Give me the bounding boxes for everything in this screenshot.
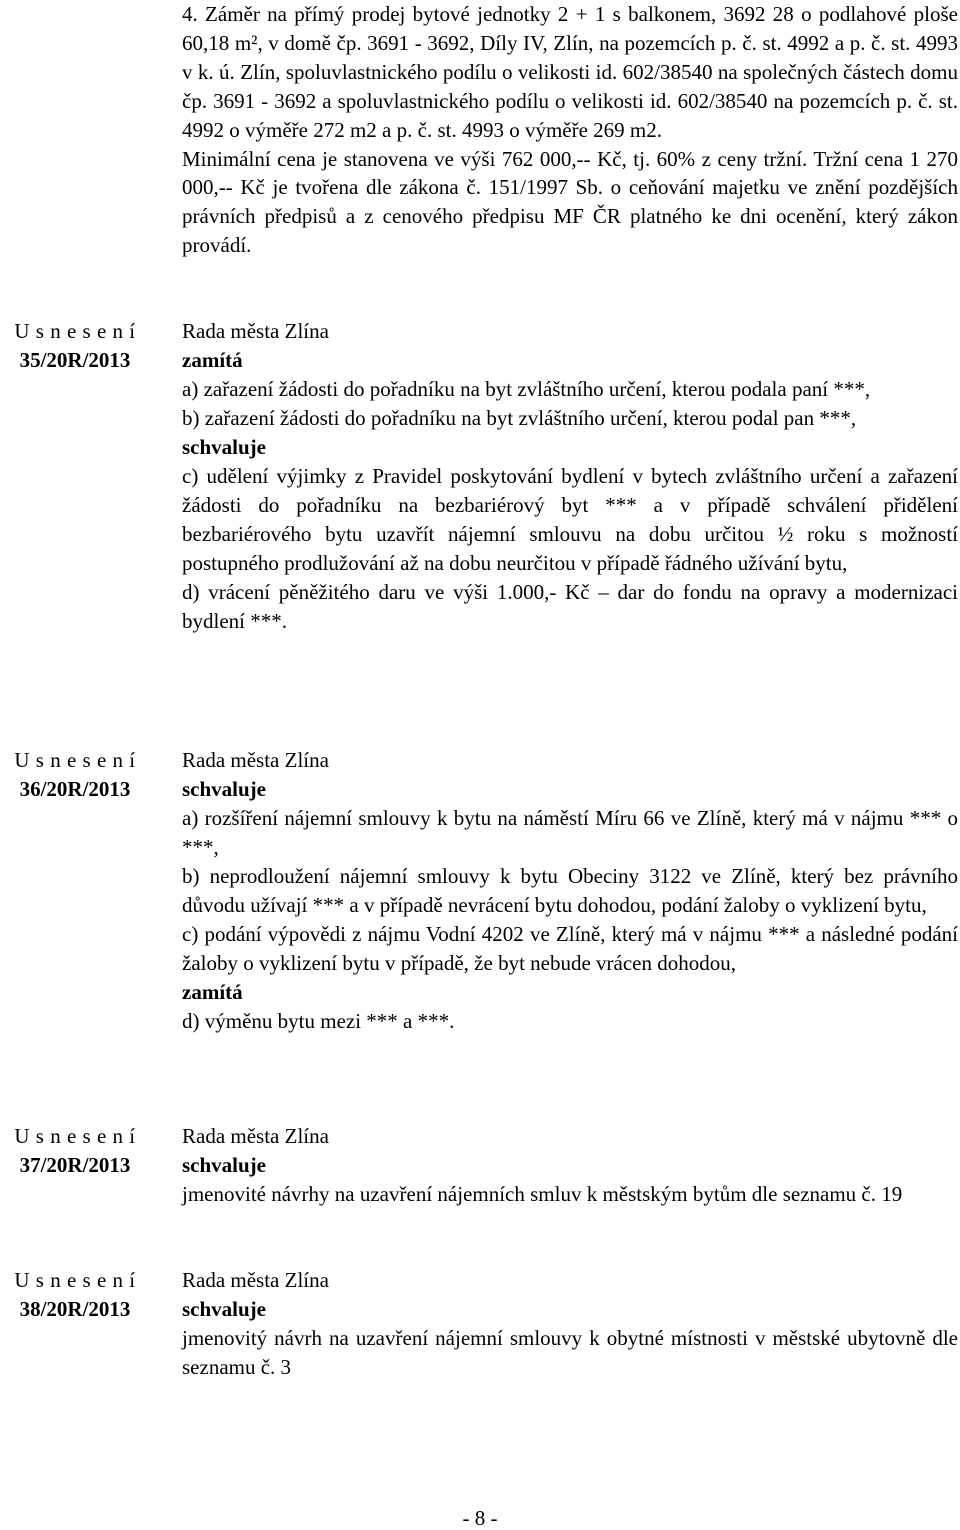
resolution-body: [182, 1266, 958, 1382]
resolution-heading: [0, 1266, 150, 1324]
decision-verb: zamítá: [182, 980, 243, 1004]
page-number: - 8 -: [462, 1506, 498, 1530]
decision-verb: schvaluje: [182, 1297, 266, 1321]
resolution-body: [182, 746, 958, 1036]
council-name: Rada města Zlína: [182, 748, 329, 772]
resolution-number: 38/20R/2013: [19, 1297, 131, 1321]
resolution-point: a) zařazení žádosti do pořadníku na byt zvláštního určení, kterou podala paní ***,: [182, 377, 871, 401]
resolution-number: 36/20R/2013: [19, 777, 131, 801]
resolution-label: U s n e s e n í: [14, 1124, 136, 1148]
resolution-label: U s n e s e n í: [14, 1268, 136, 1292]
resolution-point: jmenovitý návrh na uzavření nájemní smlouvy k obytné místnosti v městské ubytovně dle seznamu č. 3: [182, 1326, 958, 1379]
resolution-body: [182, 1122, 958, 1209]
resolution-point: b) zařazení žádosti do pořadníku na byt zvláštního určení, kterou podal pan ***,: [182, 406, 857, 430]
resolution-heading: [0, 317, 150, 375]
resolution-point: d) vrácení pěněžitého daru ve výši 1.000,- Kč – dar do fondu na opravy a modernizaci bydlení ***.: [182, 580, 958, 633]
item-4-price-text: Minimální cena je stanovena ve výši 762 000,-- Kč, tj. 60% z ceny tržní. Tržní cena 1 270 000,-- Kč je tvořena dle zákona č. 151/1997 Sb. o ceňování majetku ve znění pozdějších právních předpisů a z cenového předpisu MF ČR platného ke dni ocenění, který zákon provádí.: [182, 146, 958, 258]
council-name: Rada města Zlína: [182, 1268, 329, 1292]
continuation-item: [182, 0, 958, 260]
resolution-body: [182, 317, 958, 636]
decision-verb: schvaluje: [182, 777, 266, 801]
resolution-label: U s n e s e n í: [14, 319, 136, 343]
resolution-number: 35/20R/2013: [19, 348, 131, 372]
council-name: Rada města Zlína: [182, 319, 329, 343]
resolution-point: jmenovité návrhy na uzavření nájemních smluv k městským bytům dle seznamu č. 19: [182, 1182, 903, 1206]
resolution-heading: [0, 746, 150, 804]
resolution-point: d) výměnu bytu mezi *** a ***.: [182, 1009, 455, 1033]
resolution-point: c) udělení výjimky z Pravidel poskytování bydlení v bytech zvláštního určení a zařazení žádosti do pořadníku na bezbariérový byt *** a v případě schválení přidělení bezbariérového bytu uzavřít nájemní smlouvu na dobu určitou ½ roku s možností postupného prodlužování až na dobu neurčitou v případě řádného užívání bytu,: [182, 464, 958, 575]
council-name: Rada města Zlína: [182, 1124, 329, 1148]
decision-verb: schvaluje: [182, 1153, 266, 1177]
resolution-label: U s n e s e n í: [14, 748, 136, 772]
resolution-point: a) rozšíření nájemní smlouvy k bytu na náměstí Míru 66 ve Zlíně, který má v nájmu *** o ***,: [182, 806, 958, 859]
item-4-text: 4. Záměr na přímý prodej bytové jednotky 2 + 1 s balkonem, 3692 28 o podlahové ploše 60,18 m², v domě čp. 3691 - 3692, Díly IV, Zlín, na pozemcích p. č. st. 4992 a p. č. st. 4993 v k. ú. Zlín, spoluvlastnického podílu o velikosti id. 602/38540 na společných částech domu čp. 3691 - 3692 a spoluvlastnického podílu o velikosti id. 602/38540 na pozemcích p. č. st. 4992 o výměře 272 m2 a p. č. st. 4993 o výměře 269 m2.: [182, 2, 958, 142]
resolution-number: 37/20R/2013: [19, 1153, 131, 1177]
resolution-point: c) podání výpovědi z nájmu Vodní 4202 ve Zlíně, který má v nájmu *** a následné podání žaloby o vyklizení bytu v případě, že byt nebude vrácen dohodou,: [182, 922, 958, 975]
decision-verb: schvaluje: [182, 435, 266, 459]
resolution-heading: [0, 1122, 150, 1180]
resolution-point: b) neprodloužení nájemní smlouvy k bytu Obeciny 3122 ve Zlíně, který bez právního důvodu užívají *** a v případě nevrácení bytu dohodou, podání žaloby o vyklizení bytu,: [182, 864, 958, 917]
decision-verb: zamítá: [182, 348, 243, 372]
